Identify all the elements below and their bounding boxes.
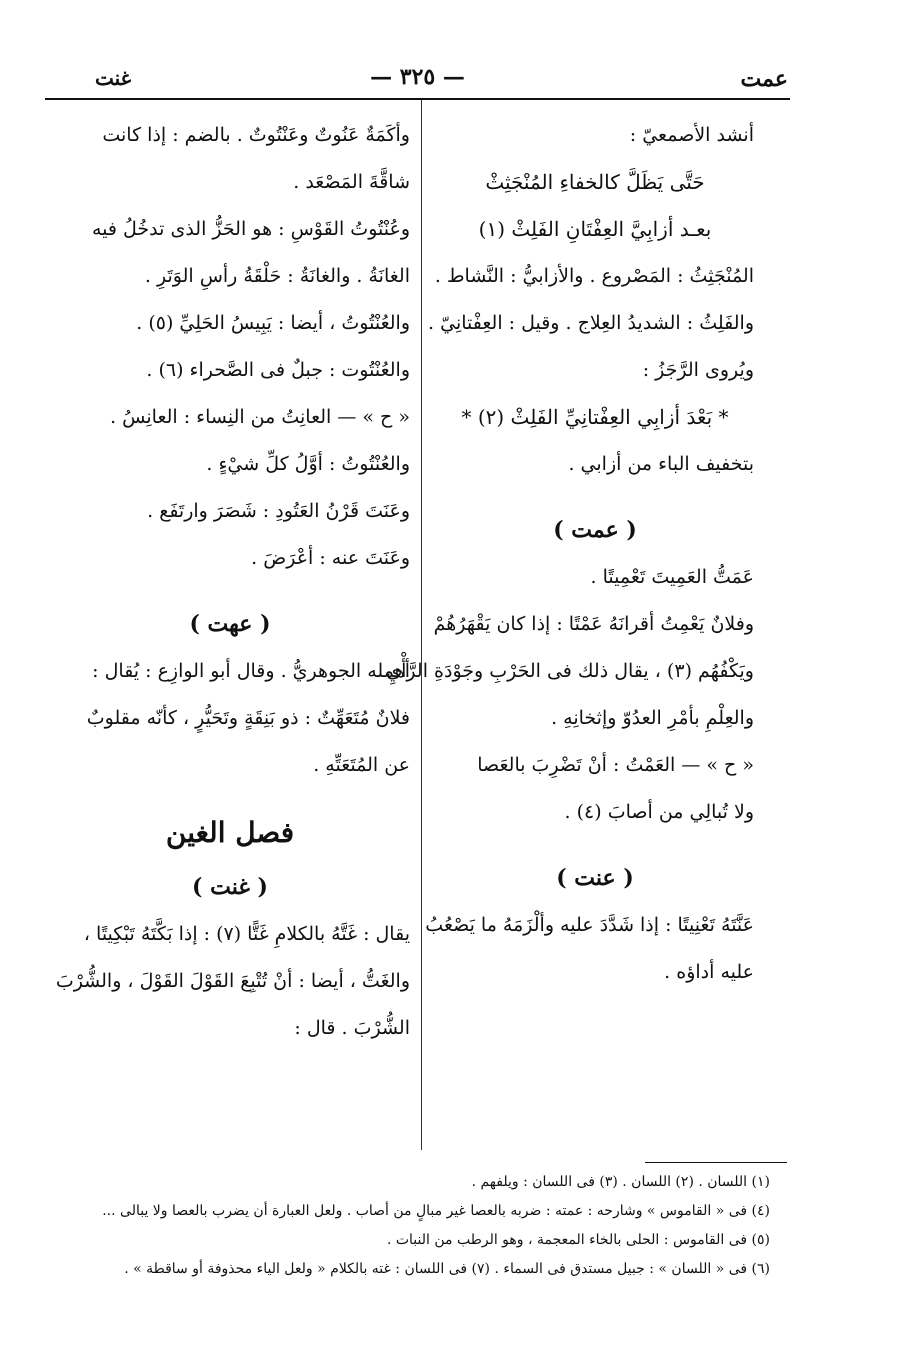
text-line: يقال : غَتَّهُ بالكلامِ غَتًّا (٧) : إذا بَكَّتَهُ تَبْكِيتًا ، [83, 923, 410, 945]
text-line: والفَلِثُ : الشديدُ العِلاج . وقيل : العِفْتانِيّ . [428, 312, 754, 334]
text-line: والعُنْتُوتُ : أوَّلُ كلِّ شيْءٍ . [206, 453, 410, 475]
text-line: ولا تُبالِي من أصابَ (٤) . [564, 801, 754, 823]
text-line: ويُروى الرَّجَزُ : [642, 359, 754, 381]
header-rule [45, 98, 790, 100]
text-line: وعَنَتَ قَرْنُ العَتُودِ : شَصَرَ وارتَفَع . [147, 500, 410, 522]
text-line: عَنَّتَهُ تَعْنِيتًا : إذا شَدَّدَ عليه وألْزَمَهُ ما يَصْعُبُ [425, 914, 754, 936]
text-line: عَمَتُّ العَمِيتَ تَعْمِيتًا . [590, 566, 754, 588]
left-column [50, 112, 410, 1052]
text-line: عليه أداؤه . [664, 961, 754, 983]
text-line: وعَنَتَ عنه : أعْرَضَ . [251, 547, 410, 569]
text-line: وأكَمَةٌ عَنُوتٌ وعَنْتُوتٌ . بالضم : إذا كانت [102, 124, 410, 146]
header-entry-word-left: غنت [95, 66, 132, 90]
entry-heading: ( عنت ) [556, 865, 634, 891]
page-number: — ٣٢٥ — [370, 64, 465, 90]
footnote-line: (١) اللسان . (٢) اللسان . (٣) فى اللسان : ويلفهم . [471, 1174, 770, 1190]
text-line: الشُّرْبَ . قال : [294, 1017, 410, 1039]
text-line: والعِلْمِ بأمْرِ العدُوّ وإثخانِهِ . [551, 707, 754, 729]
footnote-line: (٦) فى « اللسان » : جبيل مستدق فى السماء . (٧) فى اللسان : غته بالكلام « ولعل الياء محذوفة أو ساقطة » . [124, 1261, 770, 1277]
text-line: والعُنْتُوتُ ، أيضا : يَبِيسُ الحَلِيِّ (٥) . [136, 312, 410, 334]
column-divider [421, 100, 422, 1150]
text-line: فلانٌ مُتَعَهِّتٌ : ذو بَنِقَةٍ وتَحَيُّرٍ ، كأنّه مقلوبٌ [86, 707, 410, 729]
text-line: وعُنْتُوتُ القَوْسِ : هو الحَزُّ الذى تدخُلُ فيه [91, 218, 410, 240]
entry-heading: ( غنت ) [192, 874, 268, 900]
verse-line: حَتَّى يَظَلَّ كالخفاءِ المُنْجَثِثْ [485, 170, 705, 194]
footnotes [60, 1168, 770, 1284]
verse-line: * بَعْدَ أزابِي العِفْتانِيِّ الفَلِثْ (٢) * [461, 405, 729, 429]
text-line: أنشد الأصمعيّ : [629, 124, 754, 146]
text-line: ويَكْفُهُم (٣) ، يقال ذلك فى الحَرْبِ وجَوْدَةِ الرَّأْيِ [386, 660, 754, 682]
text-line: والعُنْتُوت : جبلٌ فى الصَّحراء (٦) . [146, 359, 410, 381]
text-line: شاقَّةَ المَصْعَد . [293, 171, 410, 193]
text-line: المُنْجَثِثُ : المَصْروع . والأزابيُّ : النَّشاط . [434, 265, 754, 287]
right-column [386, 112, 754, 996]
footnote-line: (٥) فى القاموس : الحلى بالخاء المعجمة ، وهو الرطب من النبات . [386, 1232, 770, 1248]
footnote-rule [645, 1162, 787, 1163]
text-line: « ح » — العَمْتُ : أنْ تَضْرِبَ بالعَصا [477, 754, 754, 776]
entry-heading: ( عهت ) [189, 611, 271, 637]
section-title: فصل الغين [165, 816, 295, 849]
text-line: « ح » — العانِتُ من النِساء : العانِسُ . [110, 406, 410, 428]
verse-line: بعـد أزابِيَّ العِفْتَانِ الفَلِثْ (١) [478, 217, 712, 241]
text-line: والغَتُّ ، أيضا : أنْ تُتْبِعَ القَوْلَ القَوْلَ ، والشُّرْبَ [55, 970, 410, 992]
text-line: الغانَةُ . والغانَةُ : حَلْقَةُ رأسِ الوَتَرِ . [144, 265, 410, 287]
entry-heading: ( عمت ) [553, 517, 637, 543]
text-line: بتخفيف الباء من أزابي . [568, 453, 754, 475]
text-line: وفلانٌ يَعْمِتُ أقرانَهُ عَمْتًا : إذا كان يَقْهَرُهُمْ [433, 613, 754, 635]
text-line: أهمله الجوهريُّ . وقال أبو الوازِع : يُقال : [92, 660, 410, 682]
text-line: عن المُتَعَتِّهِ . [313, 754, 410, 776]
header-entry-word-right: عمت [740, 66, 788, 92]
footnote-line: (٤) فى « القاموس » وشارحه : عمته : ضربه بالعصا غير مبالٍ من أصاب . ولعل العبارة أن يضرب بالعصا ولا يبالى ... [102, 1203, 770, 1219]
page-header [45, 58, 790, 98]
